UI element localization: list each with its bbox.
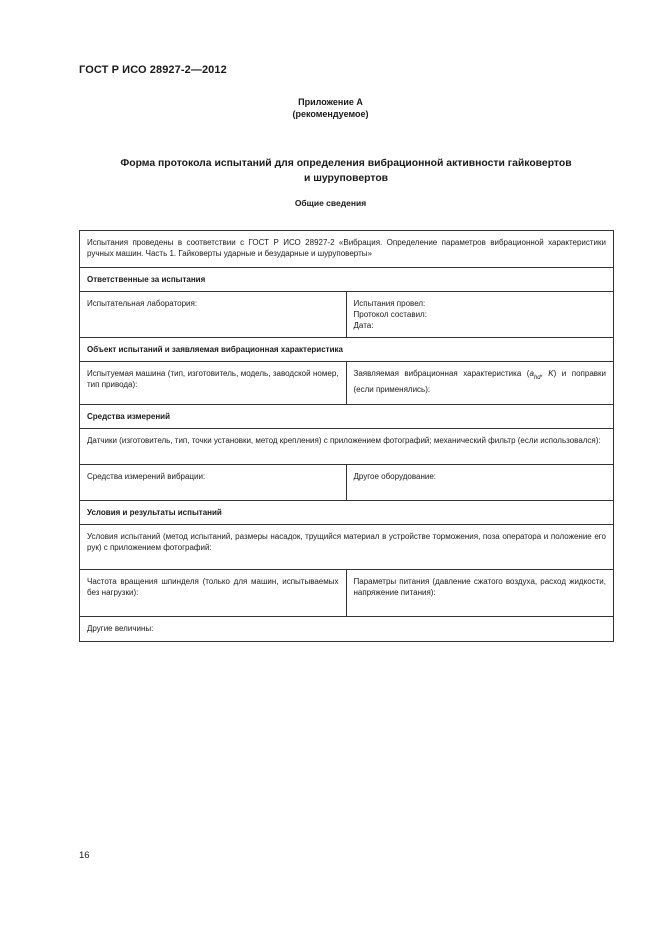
object-heading: Объект испытаний и заявляемая вибрационная характеристика [80, 338, 614, 362]
form-title-line-2: и шуруповертов [303, 173, 389, 184]
appendix-label: Приложение А [298, 97, 363, 107]
conditions-heading: Условия и результаты испытаний [80, 501, 614, 525]
table-row [80, 617, 614, 642]
table-row [80, 429, 614, 465]
intro-cell: Испытания проведены в соответствии с ГОСТ Р ИСО 28927-2 «Вибрация. Определение параметров вибрационной характеристики ручных машин. Часть 1. Гайковерты ударные и безударные и шуруповерты» [80, 231, 614, 268]
document-standard-header: ГОСТ Р ИСО 28927-2—2012 [79, 64, 227, 76]
form-title-line-1: Форма протокола испытаний для определения вибрационной активности гайковертов [120, 158, 572, 169]
test-report-form-table [79, 230, 614, 642]
conducted-label: Испытания провел: [353, 299, 426, 308]
appendix-status: (рекомендуемое) [292, 109, 369, 119]
vibration-instruments-cell: Средства измерений вибрации: [80, 465, 347, 501]
table-row [80, 362, 614, 405]
other-equipment-cell: Другое оборудование: [346, 465, 614, 501]
conditions-cell: Условия испытаний (метод испытаний, размеры насадок, трущийся материал в устройстве торможения, поза оператора и положение его рук) с приложением фотографий: [80, 525, 614, 570]
table-row [80, 501, 614, 525]
declared-characteristic-cell: Заявляемая вибрационная характеристика ($a_{hd}$, K) и поправки (если применялись): [346, 362, 614, 405]
instruments-heading: Средства измерений [80, 405, 614, 429]
table-row [80, 405, 614, 429]
table-row [80, 525, 614, 570]
section-heading: Общие сведения [294, 198, 367, 208]
table-row [80, 231, 614, 268]
protocol-label: Протокол составил: [353, 310, 427, 319]
table-row [80, 465, 614, 501]
table-row [80, 268, 614, 292]
form-title [79, 156, 613, 186]
declared-symbol: a [529, 369, 534, 378]
responsible-heading: Ответственные за испытания [80, 268, 614, 292]
table-row [80, 570, 614, 617]
power-parameters-cell: Параметры питания (давление сжатого воздуха, расход жидкости, напряжение питания): [346, 570, 614, 617]
declared-k: K [548, 369, 554, 378]
declared-subscript: hd [533, 374, 541, 381]
sensors-cell: Датчики (изготовитель, тип, точки установки, метод крепления) с приложением фотографий; механический фильтр (если использовался): [80, 429, 614, 465]
lab-cell: Испытательная лаборатория: [80, 292, 347, 338]
responsible-persons-cell [346, 292, 614, 338]
date-label: Дата: [353, 321, 374, 330]
spindle-speed-cell: Частота вращения шпинделя (только для машин, испытываемых без нагрузки): [80, 570, 347, 617]
table-row [80, 338, 614, 362]
machine-cell: Испытуемая машина (тип, изготовитель, модель, заводской номер, тип привода): [80, 362, 347, 405]
page-number: 16 [79, 850, 90, 861]
table-row [80, 292, 614, 338]
other-values-cell: Другие величины: [80, 617, 614, 642]
